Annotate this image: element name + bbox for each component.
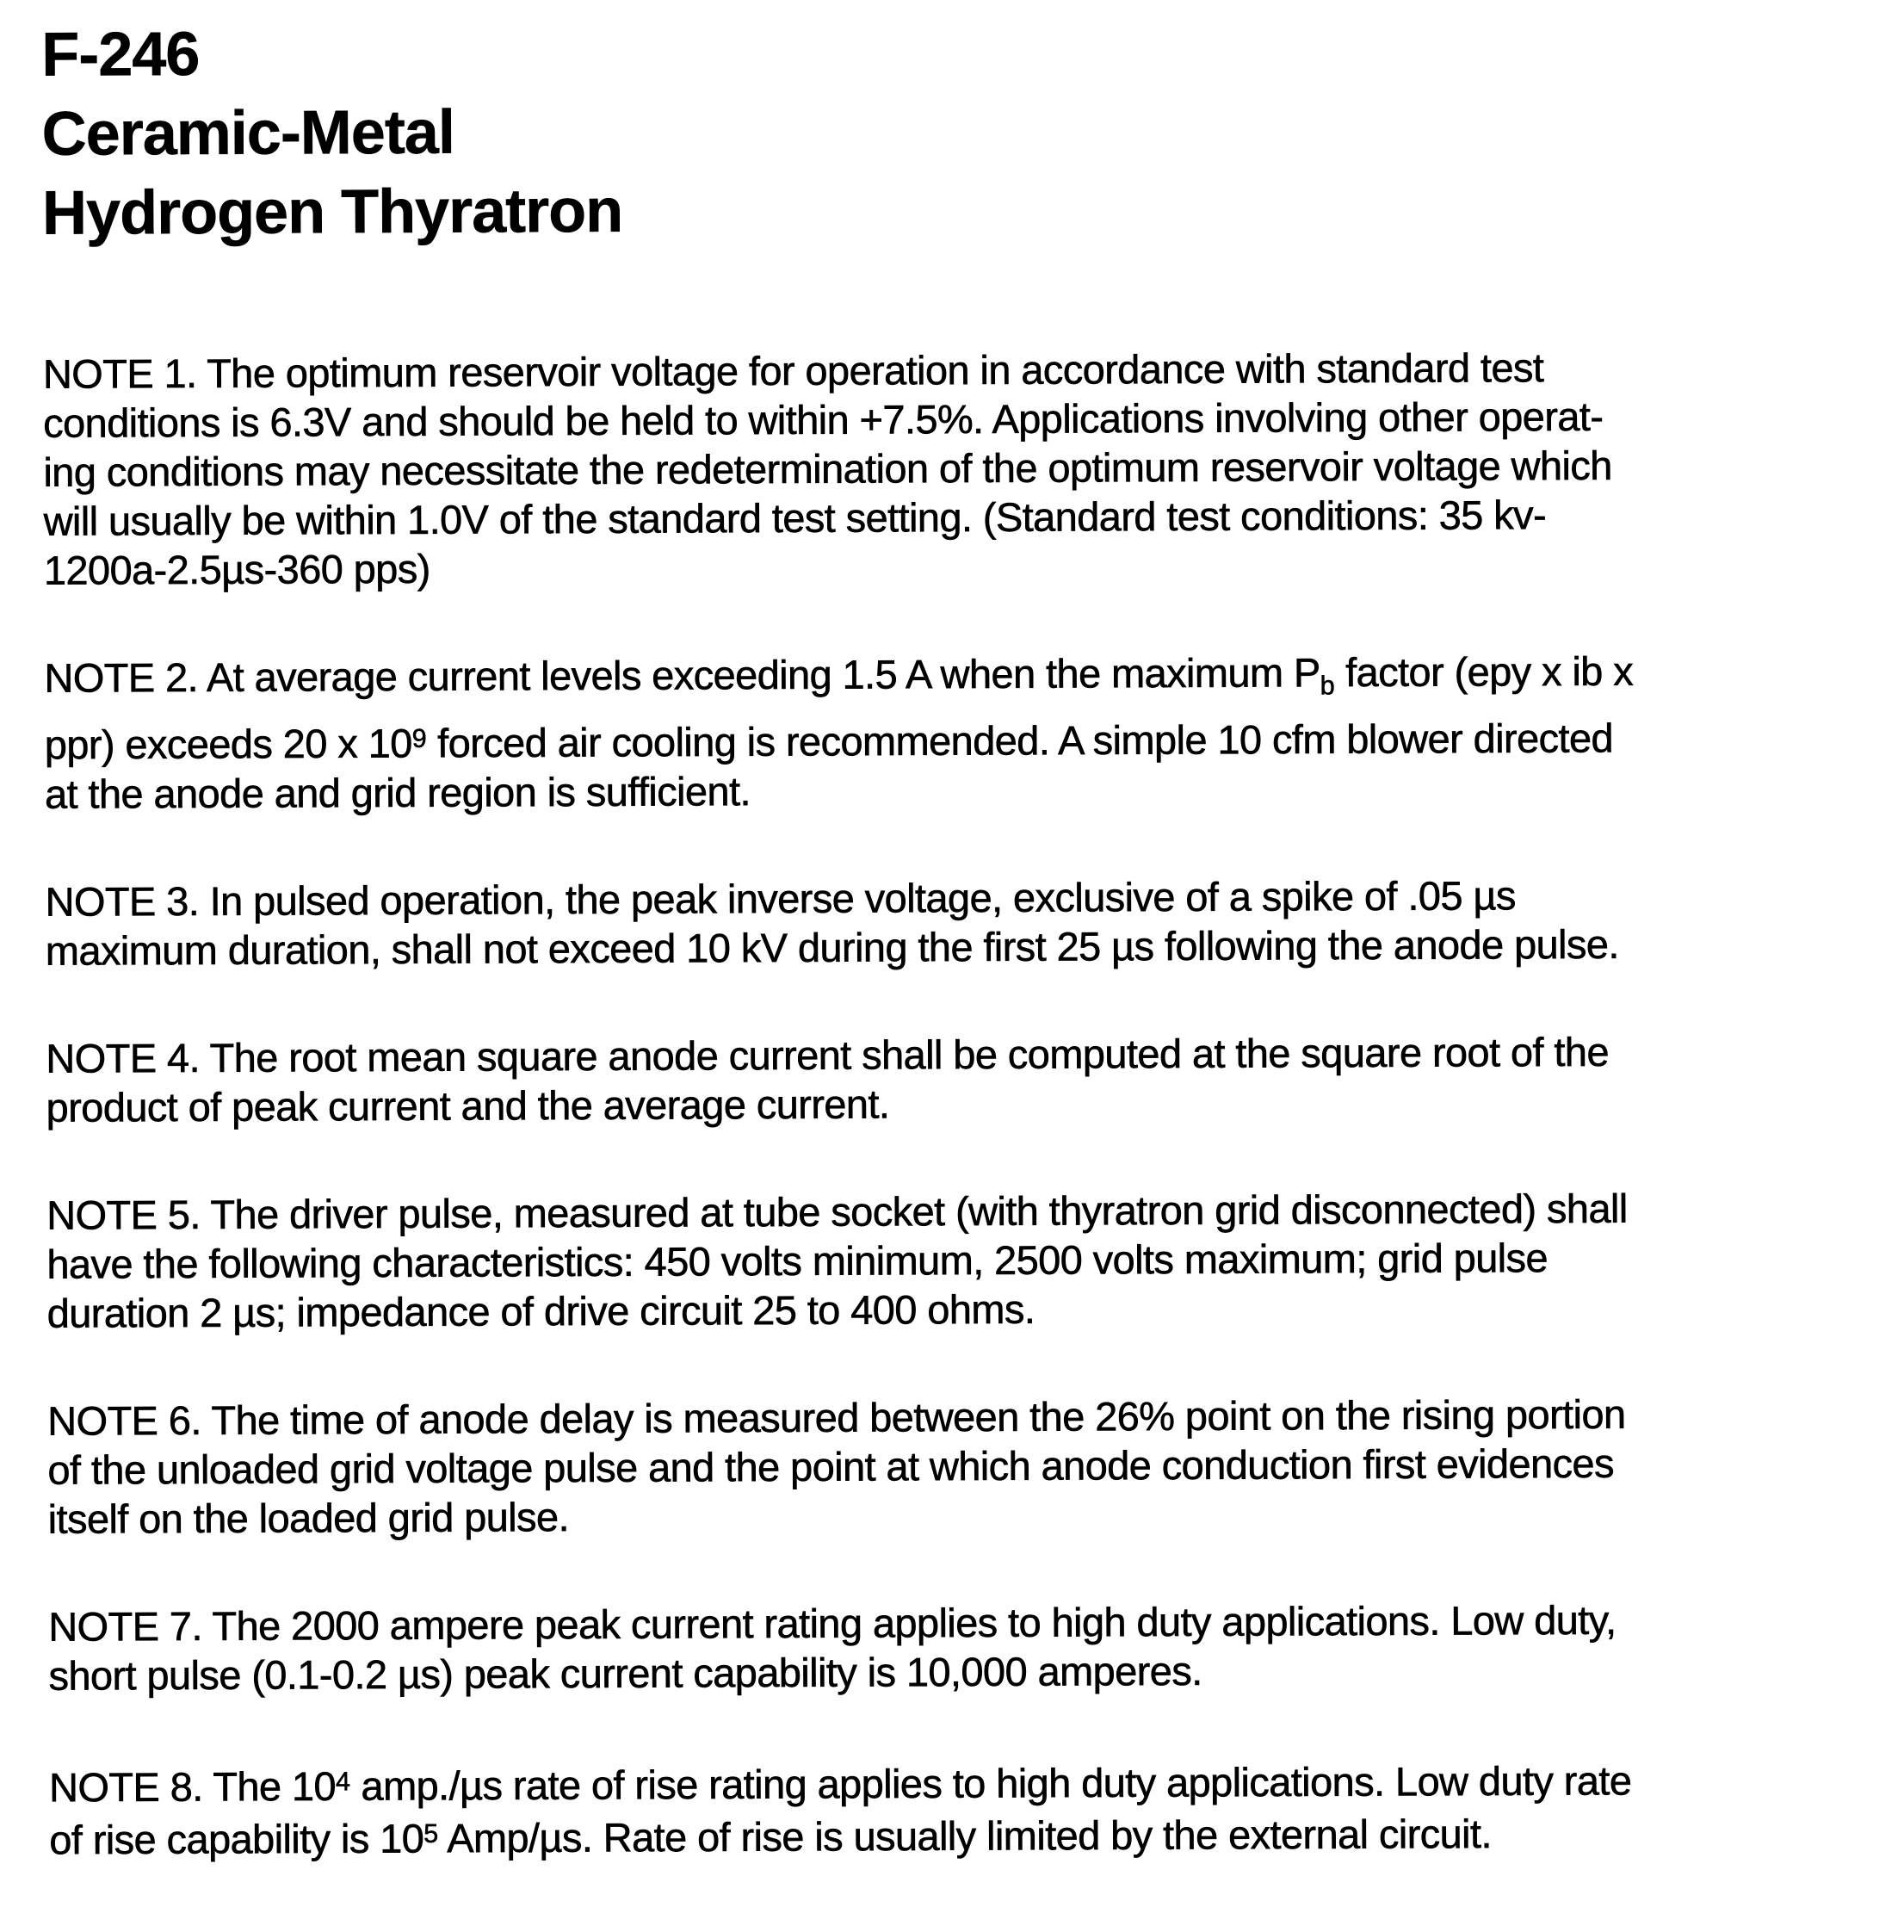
title-line-ceramic-metal: Ceramic-Metal <box>41 97 455 169</box>
note-4: NOTE 4. The root mean square anode current shall be computed at the square root of the product of peak current and the average current. <box>46 1028 1610 1130</box>
note-8: NOTE 8. The $10^4$ amp./µs rate of rise rating applies to high duty applications. Low duty rate of rise capability is $10^5$ Amp/µs. Rate of rise is usually limited by the external circuit. <box>48 1757 1632 1863</box>
note-3: NOTE 3. In pulsed operation, the peak inverse voltage, exclusive of a spike of .05 µs maximum duration, shall not exceed 10 kV during the first 25 µs following the anode pulse. <box>45 872 1619 974</box>
note-2: NOTE 2. At average current levels exceeding 1.5 A when the maximum $P_b$ factor (epy x ib x ppr) exceeds 20 x $10^9$ forced air cooling is recommended. A simple 10 cfm blower directed at the anode and grid region is sufficient. <box>44 647 1634 817</box>
document-title <box>41 8 1870 253</box>
notes-section <box>43 342 1878 1865</box>
note-5: NOTE 5. The driver pulse, measured at tube socket (with thyratron grid disconnected) shall have the following characteristics: 450 volts minimum, 2500 volts maximum; grid pulse duration 2 µs; impedance of drive circuit 25 to 400 ohms. <box>46 1185 1628 1336</box>
title-line-hydrogen-thyratron: Hydrogen Thyratron <box>41 176 623 248</box>
model-number: F-246 <box>41 19 200 90</box>
note-7: NOTE 7. The 2000 ampere peak current rating applies to high duty applications. Low duty, short pulse (0.1-0.2 µs) peak current capability is 10,000 amperes. <box>48 1596 1617 1699</box>
note-6: NOTE 6. The time of anode delay is measured between the 26% point on the rising portion of the unloaded grid voltage pulse and the point at which anode conduction first evidences itself on the loaded grid pulse. <box>47 1390 1626 1542</box>
note-1: NOTE 1. The optimum reservoir voltage for operation in accordance with standard test conditions is 6.3V and should be held to within +7.5%. Applications involving other operat- ing conditions may necessitate the redetermination of the optimum reservoir voltage which will usually be within 1.0V of the standard test setting. (Standard test conditions: 35 kv- 1200a-2.5µs-360 pps) <box>42 344 1612 593</box>
